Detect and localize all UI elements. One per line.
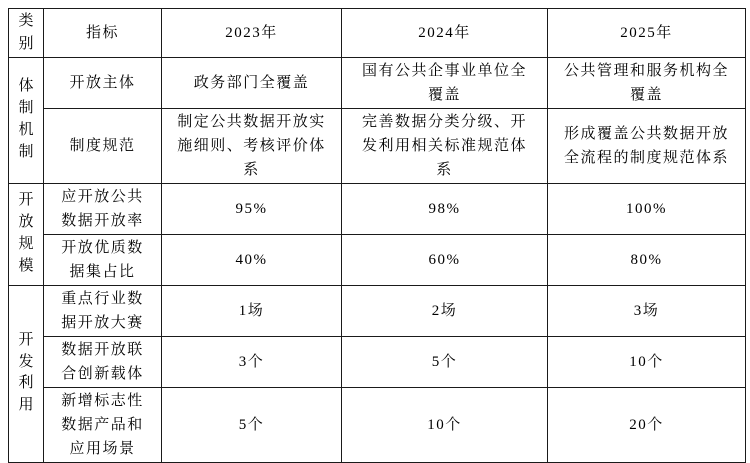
public-data-open-indicators-table bbox=[8, 8, 746, 463]
value-cell-2024: 60% bbox=[342, 234, 548, 285]
indicator-cell: 数据开放联合创新载体 bbox=[44, 336, 162, 387]
value-cell-2025: 20个 bbox=[548, 387, 746, 462]
indicator-cell: 开放主体 bbox=[44, 57, 162, 108]
header-cell-indicator: 指标 bbox=[44, 9, 162, 58]
header-cell-category bbox=[9, 9, 44, 58]
indicator-cell: 开放优质数据集占比 bbox=[44, 234, 162, 285]
table-row bbox=[9, 57, 746, 108]
value-cell-2024: 国有公共企事业单位全覆盖 bbox=[342, 57, 548, 108]
value-cell-2023: 5个 bbox=[162, 387, 342, 462]
category-cell-system-mechanism bbox=[9, 57, 44, 183]
document-table-container bbox=[8, 8, 746, 463]
indicator-cell: 重点行业数据开放大赛 bbox=[44, 285, 162, 336]
indicator-cell: 新增标志性数据产品和应用场景 bbox=[44, 387, 162, 462]
value-cell-2024: 完善数据分类分级、开发利用相关标准规范体系 bbox=[342, 108, 548, 183]
category-label: 体制机制 bbox=[18, 78, 34, 160]
value-cell-2024: 2场 bbox=[342, 285, 548, 336]
category-label: 开发利用 bbox=[18, 331, 34, 414]
value-cell-2025: 80% bbox=[548, 234, 746, 285]
indicator-cell: 制度规范 bbox=[44, 108, 162, 183]
header-cell-2023: 2023年 bbox=[162, 9, 342, 58]
value-cell-2024: 98% bbox=[342, 183, 548, 234]
indicator-cell: 应开放公共数据开放率 bbox=[44, 183, 162, 234]
value-cell-2023: 政务部门全覆盖 bbox=[162, 57, 342, 108]
header-category-label: 类别 bbox=[18, 13, 34, 52]
value-cell-2023: 1场 bbox=[162, 285, 342, 336]
table-row bbox=[9, 285, 746, 336]
value-cell-2023: 40% bbox=[162, 234, 342, 285]
header-row bbox=[9, 9, 746, 58]
value-cell-2025: 形成覆盖公共数据开放全流程的制度规范体系 bbox=[548, 108, 746, 183]
header-cell-2024: 2024年 bbox=[342, 9, 548, 58]
value-cell-2023: 95% bbox=[162, 183, 342, 234]
table-row bbox=[9, 387, 746, 462]
value-cell-2025: 3场 bbox=[548, 285, 746, 336]
table-row bbox=[9, 336, 746, 387]
category-label: 开放规模 bbox=[18, 192, 34, 274]
value-cell-2023: 3个 bbox=[162, 336, 342, 387]
table-row bbox=[9, 183, 746, 234]
value-cell-2024: 10个 bbox=[342, 387, 548, 462]
value-cell-2025: 公共管理和服务机构全覆盖 bbox=[548, 57, 746, 108]
table-row bbox=[9, 234, 746, 285]
category-cell-open-scale bbox=[9, 183, 44, 285]
value-cell-2025: 10个 bbox=[548, 336, 746, 387]
table-row bbox=[9, 108, 746, 183]
header-cell-2025: 2025年 bbox=[548, 9, 746, 58]
category-cell-develop-utilize bbox=[9, 285, 44, 462]
value-cell-2023: 制定公共数据开放实施细则、考核评价体系 bbox=[162, 108, 342, 183]
value-cell-2024: 5个 bbox=[342, 336, 548, 387]
value-cell-2025: 100% bbox=[548, 183, 746, 234]
